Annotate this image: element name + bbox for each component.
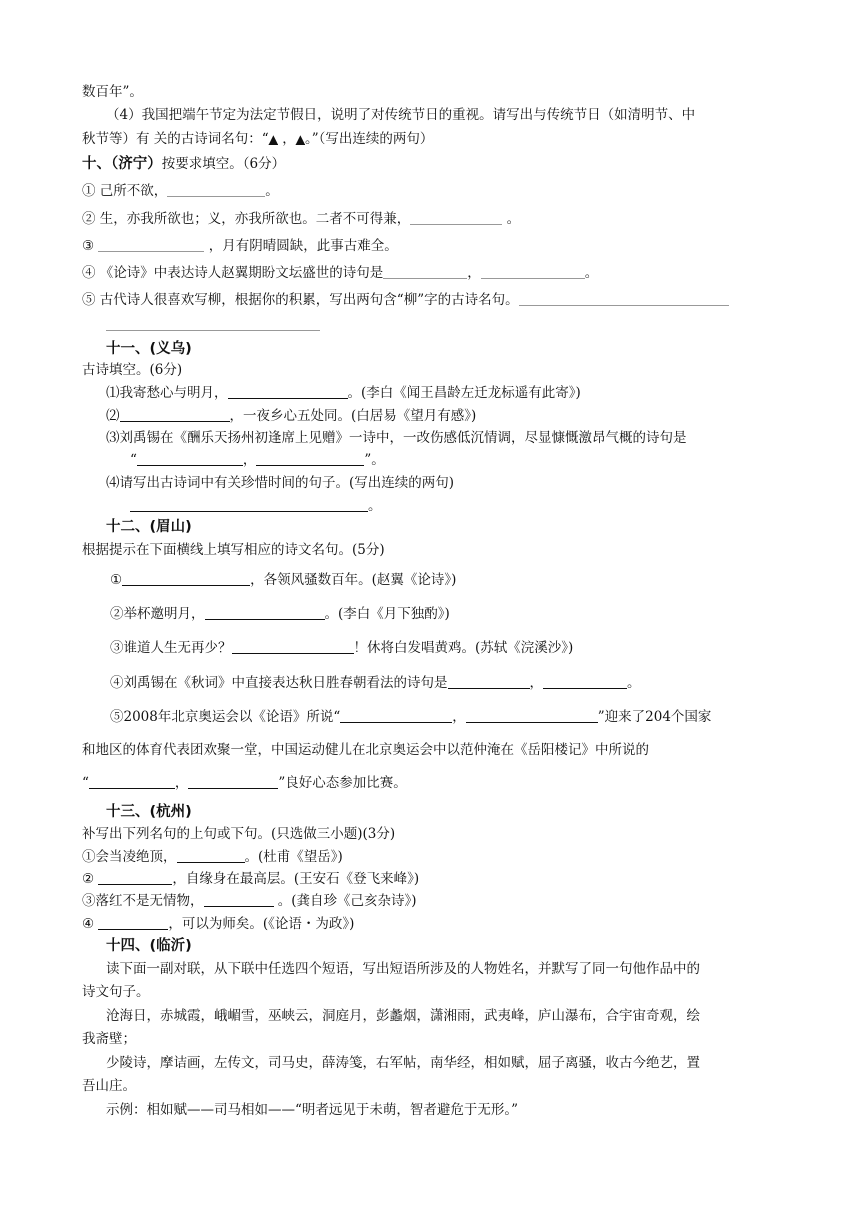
text: ⑵ <box>106 408 120 424</box>
text: ①会当凌绝顶， <box>82 849 177 865</box>
question-line <box>82 263 780 283</box>
text: 。(杜甫《望岳》) <box>244 849 343 865</box>
question-line <box>106 473 780 493</box>
answer-blank[interactable] <box>256 451 364 466</box>
text: 吾山庄。 <box>82 1078 136 1094</box>
text: （4）我国把端午节定为法定节假日，说明了对传统节日的重视。请写出与传统节日（如清明节、中 <box>106 107 696 123</box>
answer-blank[interactable] <box>137 451 243 466</box>
text: 和地区的体育代表团欢聚一堂，中国运动健儿在北京奥运会中以范仲淹在《岳阳楼记》中所说的 <box>82 742 649 758</box>
text: ⑴我寄愁心与明月， <box>106 385 228 401</box>
text: ，月有阴晴圆缺，此事古难全。 <box>204 238 398 254</box>
answer-blank[interactable] <box>228 384 348 399</box>
text: ⑷请写出古诗词中有关珍惜时间的句子。(写出连续的两句) <box>106 475 455 491</box>
text: 。 <box>584 265 599 281</box>
text: 。 <box>368 498 382 514</box>
text: ③ <box>82 238 99 254</box>
answer-blank[interactable] <box>120 407 230 422</box>
answer-blank[interactable] <box>89 774 175 789</box>
text: 读下面一副对联，从下联中任选四个短语，写出短语所涉及的人物姓名，并默写了同一句他作品中的 <box>106 961 700 977</box>
question-line <box>106 428 780 448</box>
answer-blank[interactable] <box>205 605 325 620</box>
text: ④刘禹锡在《秋词》中直接表达秋日胜春朝看法的诗句是 <box>110 675 448 691</box>
question-line <box>82 891 780 911</box>
text: ， <box>242 452 257 468</box>
paragraph-line <box>106 959 780 979</box>
text: ， <box>174 775 189 791</box>
section-intro: 按要求填空。（6分） <box>161 156 286 172</box>
text: ， <box>467 265 481 281</box>
question-line <box>110 604 780 624</box>
text: 诗文句子。 <box>82 984 150 1000</box>
text: ！休将白发唱黄鸡。(苏轼《浣溪沙》) <box>353 640 574 656</box>
section-title: 十四、(临沂) <box>106 938 192 954</box>
section-13-heading <box>106 802 780 822</box>
question-line <box>82 181 780 201</box>
answer-blank[interactable] <box>543 674 627 689</box>
question-line <box>130 450 780 470</box>
answer-blank[interactable] <box>122 571 250 586</box>
text: ③谁道人生无再少？ <box>110 640 232 656</box>
text: 我斋壁； <box>82 1031 136 1047</box>
answer-blank[interactable] <box>410 210 502 225</box>
section-11-heading <box>106 339 780 359</box>
text: 。(李白《闻王昌龄左迁龙标遥有此寄》) <box>347 385 581 401</box>
text: 。 <box>627 675 641 691</box>
text: 示例：相如赋——司马相如——“明者远见于未萌，智者避危于无形。” <box>106 1102 519 1118</box>
text: 。 <box>502 211 521 227</box>
answer-blank[interactable] <box>519 291 729 306</box>
text: ④ <box>82 916 99 932</box>
question-line <box>106 383 780 403</box>
text: ③落红不是无情物， <box>82 893 204 909</box>
section-title: 十一、(义乌) <box>106 341 192 357</box>
question-line <box>110 638 780 658</box>
section-12-heading <box>106 517 780 537</box>
text: “ <box>82 775 89 791</box>
answer-blank[interactable] <box>204 892 274 907</box>
text: ，自缘身在最高层。(王安石《登飞来峰》) <box>172 871 420 887</box>
answer-blank[interactable] <box>98 870 172 885</box>
answer-blank[interactable] <box>130 497 368 512</box>
question-line <box>110 673 780 693</box>
answer-blank[interactable] <box>106 330 320 331</box>
question-line <box>110 707 780 727</box>
section-title: 十三、(杭州) <box>106 804 192 820</box>
section-title: 十、（济宁） <box>82 156 162 172</box>
question-line <box>106 406 780 426</box>
answer-blank[interactable] <box>383 264 467 279</box>
text-line <box>82 129 780 149</box>
question-line <box>82 209 780 229</box>
text: ， <box>277 131 296 147</box>
text: ⑤ 古代诗人很喜欢写柳，根据你的积累，写出两句含“柳”字的古诗名句。 <box>82 292 519 308</box>
answer-blank[interactable] <box>481 264 585 279</box>
text: 。(龚自珍《己亥杂诗》) <box>273 893 417 909</box>
answer-blank[interactable] <box>340 708 452 723</box>
answer-blank[interactable] <box>98 915 168 930</box>
text: ”。 <box>364 452 385 468</box>
answer-blank[interactable] <box>188 774 278 789</box>
text: 补写出下列名句的上句或下句。(只选做三小题)(3分) <box>82 826 396 842</box>
answer-blank[interactable] <box>232 639 354 654</box>
text: “ <box>130 452 137 468</box>
text: ② 生，亦我所欲也；义，亦我所欲也。二者不可得兼， <box>82 211 411 227</box>
answer-blank[interactable] <box>98 237 204 252</box>
answer-blank[interactable] <box>167 182 265 197</box>
text: 沧海日，赤城霞，峨嵋雪，巫峡云，洞庭月，彭蠡烟，潇湘雨，武夷峰，庐山瀑布，合宇宙奇观，绘 <box>106 1008 700 1024</box>
question-line <box>110 570 780 590</box>
section-intro <box>82 824 780 844</box>
text: ， <box>452 709 466 725</box>
paragraph-line <box>82 982 780 1002</box>
answer-blank[interactable] <box>448 674 530 689</box>
example-line <box>106 1100 780 1120</box>
text: 数百年”。 <box>82 84 143 100</box>
text: ②举杯邀明月， <box>110 606 205 622</box>
text: ① 己所不欲， <box>82 183 168 199</box>
couplet-line <box>82 1029 780 1049</box>
question-line <box>82 740 780 760</box>
triangle-marker: ▲ <box>295 132 305 146</box>
text: ，一夜乡心五处同。(白居易《望月有感》) <box>229 408 477 424</box>
text: 少陵诗，摩诘画，左传文，司马史，薛涛笺，右军帖，南华经，相如赋，屈子离骚，收古今绝艺，置 <box>106 1055 700 1071</box>
section-title: 十二、(眉山) <box>106 519 192 535</box>
text-line <box>106 105 780 125</box>
text: 根据提示在下面横线上填写相应的诗文名句。(5分) <box>82 542 385 558</box>
question-line <box>82 869 780 889</box>
question-line <box>82 773 780 793</box>
answer-blank[interactable] <box>177 848 245 863</box>
text: 。”（写出连续的两句） <box>304 131 434 147</box>
question-line <box>82 914 780 934</box>
text: ”迎来了204个国家 <box>597 709 712 725</box>
text: ④ 《论诗》中表达诗人赵翼期盼文坛盛世的诗句是 <box>82 265 384 281</box>
section-14-heading <box>106 936 780 956</box>
text: ，可以为师矣。(《论语・为政》) <box>168 916 355 932</box>
text: ”良好心态参加比赛。 <box>278 775 407 791</box>
couplet-line <box>106 1006 780 1026</box>
question-line <box>82 236 780 256</box>
text: 秋节等）有 关的古诗词名句：“ <box>82 131 269 147</box>
couplet-line <box>82 1076 780 1096</box>
question-line <box>82 847 780 867</box>
text: ① <box>110 572 123 588</box>
text: 。(李白《月下独酌》) <box>324 606 450 622</box>
text: 古诗填空。(6分) <box>82 362 183 378</box>
text: ，各领风骚数百年。(赵翼《论诗》) <box>250 572 457 588</box>
question-line <box>130 496 780 516</box>
text: ② <box>82 871 99 887</box>
question-line <box>82 290 780 310</box>
section-intro <box>82 540 780 560</box>
couplet-line <box>106 1053 780 1073</box>
text-line <box>82 82 780 102</box>
text: ， <box>529 675 543 691</box>
answer-blank[interactable] <box>466 708 598 723</box>
section-10-heading <box>82 154 780 174</box>
text: 。 <box>265 183 279 199</box>
section-intro <box>82 360 780 380</box>
text: ⑶刘禹锡在《酬乐天扬州初逢席上见赠》一诗中，一改伤感低沉情调，尽显慷慨激昂气概的诗句是 <box>106 430 687 446</box>
triangle-marker: ▲ <box>268 132 278 146</box>
text: ⑤2008年北京奥运会以《论语》所说“ <box>110 709 341 725</box>
